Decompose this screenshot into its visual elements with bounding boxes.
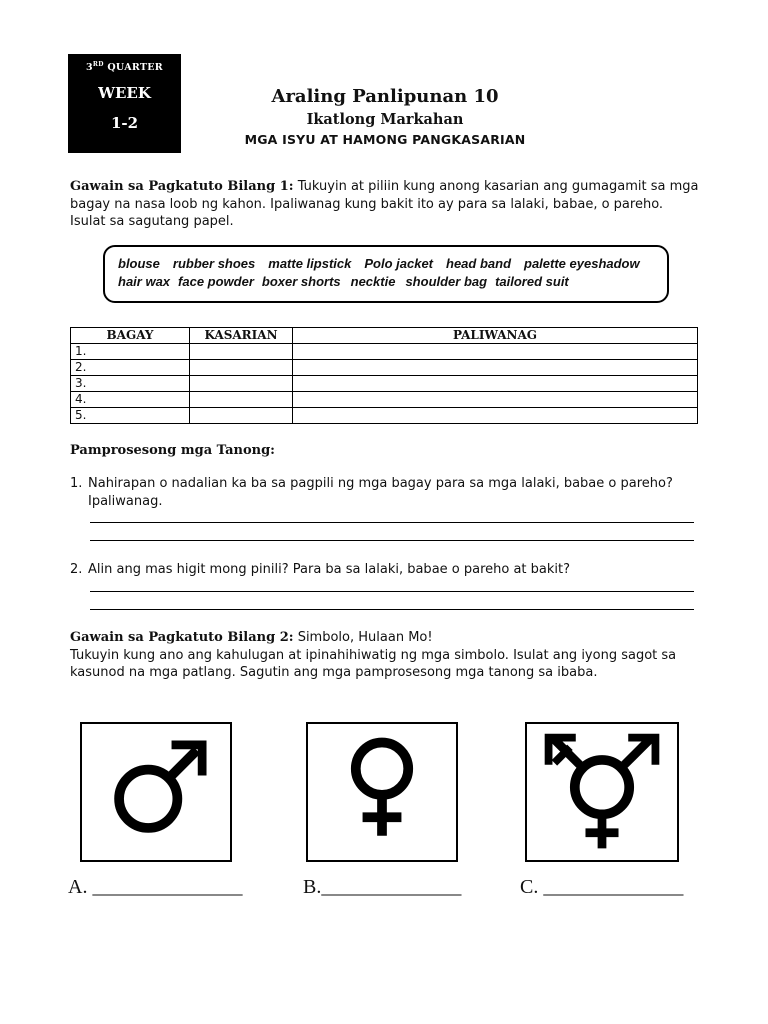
- week-label: WEEK: [98, 84, 151, 102]
- row-number: 4.: [71, 392, 190, 408]
- table-row: [71, 376, 698, 392]
- quarter-label: [68, 61, 181, 73]
- word-item: palette eyeshadow: [524, 256, 640, 271]
- activity2-instructions: [70, 629, 700, 682]
- word-item: blouse: [118, 256, 160, 271]
- word-item: tailored suit: [495, 274, 569, 289]
- kasarian-cell[interactable]: [190, 376, 293, 392]
- question-1-text: Nahirapan o nadalian ka ba sa pagpili ng mga bagay para sa mga lalaki, babae o pareho? Ipaliwanag.: [88, 476, 673, 509]
- kasarian-cell[interactable]: [190, 408, 293, 424]
- transgender-symbol-box: [525, 722, 679, 862]
- female-symbol-box: [306, 722, 458, 862]
- word-item: rubber shoes: [172, 256, 256, 271]
- paliwanag-cell[interactable]: [293, 344, 698, 360]
- answer-line[interactable]: [90, 522, 694, 523]
- activity1-label: Gawain sa Pagkatuto Bilang 1:: [70, 179, 294, 194]
- answer-a[interactable]: A. _______________: [68, 876, 243, 898]
- processing-questions-heading: [70, 442, 700, 460]
- word-box-row-1: [118, 256, 653, 271]
- word-item: face powder: [178, 274, 254, 289]
- paliwanag-cell[interactable]: [293, 408, 698, 424]
- activity2-text: Tukuyin kung ano ang kahulugan at ipinahihiwatig ng mga simbolo. Isulat ang iyong sagot sa kasunod na mga patlang. Sagutin ang mga pamprosesong mga tanong sa ibaba.: [70, 647, 677, 680]
- activity2-title: Simbolo, Hulaan Mo!: [293, 630, 433, 645]
- item-word-box: [103, 245, 669, 303]
- row-number: 3.: [71, 376, 190, 392]
- paliwanag-cell[interactable]: [293, 360, 698, 376]
- female-symbol-icon: [308, 724, 456, 860]
- answer-line[interactable]: [90, 591, 694, 592]
- word-box-row-2: [118, 274, 582, 289]
- male-symbol-box: [80, 722, 232, 862]
- activity2-label: Gawain sa Pagkatuto Bilang 2:: [70, 630, 294, 645]
- row-number: 5.: [71, 408, 190, 424]
- answer-line[interactable]: [90, 609, 694, 610]
- table-header-row: [71, 328, 698, 344]
- paliwanag-cell[interactable]: [293, 392, 698, 408]
- row-number: 2.: [71, 360, 190, 376]
- answer-line[interactable]: [90, 540, 694, 541]
- answer-table: [70, 327, 698, 424]
- week-range: 1-2: [110, 114, 139, 132]
- quarter-word: QUARTER: [103, 62, 163, 74]
- question-1: [70, 475, 700, 510]
- kasarian-cell[interactable]: [190, 344, 293, 360]
- question-2-text: Alin ang mas higit mong pinili? Para ba sa lalaki, babae o pareho at bakit?: [88, 562, 571, 577]
- table-row: [71, 408, 698, 424]
- table-row: [71, 392, 698, 408]
- word-item: necktie: [350, 274, 396, 289]
- question-2-number: 2.: [70, 562, 83, 577]
- column-header-bagay: BAGAY: [71, 328, 190, 344]
- word-item: shoulder bag: [405, 274, 488, 289]
- quarter-ordinal-suffix: RD: [92, 61, 104, 68]
- table-row: [71, 344, 698, 360]
- question-1-number: 1.: [70, 476, 83, 491]
- transgender-symbol-icon: [527, 724, 677, 860]
- male-symbol-icon: [82, 724, 230, 860]
- word-item: hair wax: [118, 274, 171, 289]
- word-item: head band: [446, 256, 512, 271]
- kasarian-cell[interactable]: [190, 392, 293, 408]
- row-number: 1.: [71, 344, 190, 360]
- answer-b[interactable]: B.______________: [303, 876, 462, 898]
- activity1-instructions: [70, 178, 700, 231]
- word-item: boxer shorts: [261, 274, 341, 289]
- processing-heading-text: Pamprosesong mga Tanong:: [70, 443, 275, 458]
- kasarian-cell[interactable]: [190, 360, 293, 376]
- subject-title: Araling Panlipunan 10: [271, 86, 499, 107]
- column-header-paliwanag: PALIWANAG: [293, 328, 698, 344]
- column-header-kasarian: KASARIAN: [190, 328, 293, 344]
- quarter-subtitle: Ikatlong Markahan: [306, 111, 464, 128]
- paliwanag-cell[interactable]: [293, 376, 698, 392]
- topic-heading: MGA ISYU AT HAMONG PANGKASARIAN: [244, 132, 526, 147]
- quarter-week-badge: [68, 54, 181, 153]
- word-item: Polo jacket: [364, 256, 433, 271]
- answer-c[interactable]: C. ______________: [520, 876, 684, 898]
- quarter-number: 3: [86, 62, 93, 74]
- table-row: [71, 360, 698, 376]
- word-item: matte lipstick: [268, 256, 352, 271]
- activity1-text: Tukuyin at piliin kung anong kasarian ang gumagamit sa mga bagay na nasa loob ng kahon. Ipaliwanag kung bakit ito ay para sa lalaki, babae, o pareho. Isulat sa sagutang papel.: [70, 179, 699, 229]
- question-2: [70, 561, 700, 579]
